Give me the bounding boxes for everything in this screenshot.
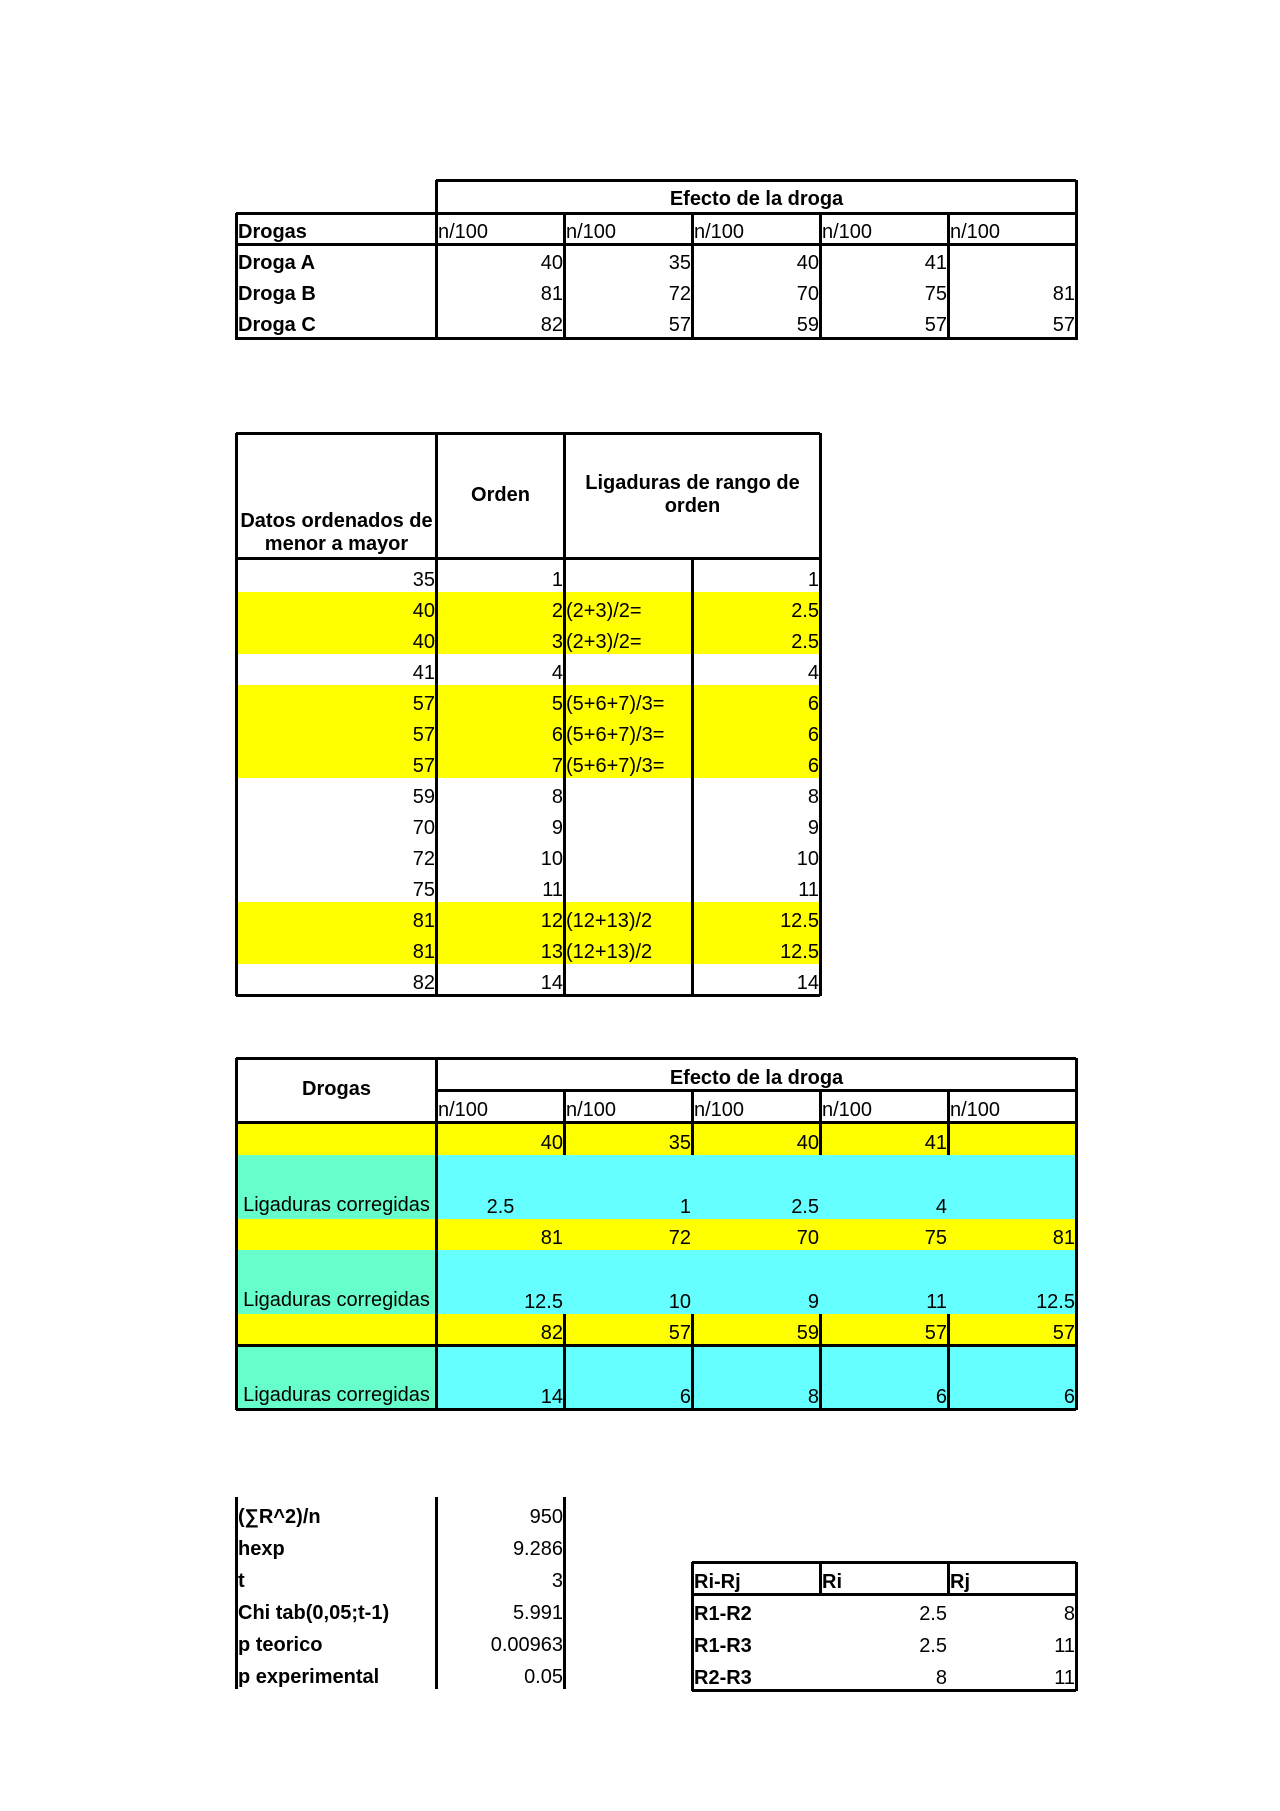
table2-sorted-value: 81 [236,902,436,933]
table2-header-ties: Ligaduras de rango de orden [585,471,800,517]
table3-rank-cell: 2.5 [692,1155,820,1219]
table2-formula [564,561,692,592]
comparisons-pair: R1-R3 [694,1635,752,1657]
table2-formula: (5+6+7)/3= [564,685,692,716]
table3-row-header: Drogas [302,1078,371,1100]
stats-value: 5.991 [512,1602,563,1624]
grid-line [435,1058,438,1410]
grid-line [563,213,566,340]
table3-data-cell [948,1124,1076,1155]
comparisons-rj: 11 [1054,1667,1075,1689]
table1-super-header: Efecto de la droga [669,188,844,210]
table3-rank-cell: 9 [692,1250,820,1314]
table3-super-header: Efecto de la droga [669,1067,844,1089]
grid-line [235,433,238,996]
table1-row-label: Droga B [238,283,316,305]
table3-rank-cell: 1 [564,1155,692,1219]
table3-rank-cell: 12.5 [436,1250,564,1314]
grid-line [1075,1562,1078,1691]
grid-line [819,1314,822,1410]
stats-value: 9.286 [512,1538,563,1560]
table2-order: 4 [551,662,563,684]
stats-value: 950 [529,1506,563,1528]
table2-rank: 2.5 [692,623,820,654]
table1-cell: 41 [924,252,947,274]
grid-line [236,994,820,997]
grid-line [692,1561,1076,1564]
table2-order: 7 [436,747,564,778]
table2-rank: 4 [807,662,819,684]
table3-data-cell: 59 [692,1314,820,1345]
table1-column-header: n/100 [950,221,1001,243]
grid-line [947,213,950,340]
table2-sorted-value: 57 [236,685,436,716]
table3-data-cell: 57 [564,1314,692,1345]
table1-column-header: n/100 [566,221,617,243]
grid-line [236,337,1076,340]
table1-cell: 59 [796,314,819,336]
table3-data-cell: 70 [692,1219,820,1250]
table2-order: 10 [540,848,563,870]
comparisons-ri: 2.5 [919,1603,947,1625]
table2-sorted-value: 70 [412,817,435,839]
table1-cell: 72 [668,283,691,305]
table3-rank-cell: 6 [948,1345,1076,1409]
grid-line [435,433,438,996]
comparisons-pair: R1-R2 [694,1603,752,1625]
stats-value: 0.00963 [490,1634,563,1656]
table2-sorted-value: 57 [236,747,436,778]
table3-data-cell: 41 [820,1124,948,1155]
table1-cell: 81 [540,283,563,305]
table1-column-header: n/100 [822,221,873,243]
grid-line [236,557,820,560]
table2-rank: 2.5 [692,592,820,623]
table3-data-cell: 40 [436,1124,564,1155]
table3-data-label [236,1219,436,1250]
grid-line [1075,1058,1078,1410]
table3-data-cell: 35 [564,1124,692,1155]
table2-order: 2 [436,592,564,623]
table3-rank-cell: 10 [564,1250,692,1314]
table2-header-sorted: Datos ordenados de menor a mayor [240,510,433,555]
table2-sorted-value: 35 [412,569,435,591]
grid-line [691,1314,694,1410]
grid-line [236,1408,1076,1411]
table2-sorted-value: 40 [236,623,436,654]
grid-line [1075,180,1078,340]
table3-rank-label: Ligaduras corregidas [236,1250,436,1314]
table3-rank-cell: 4 [820,1155,948,1219]
comparisons-header: Ri-Rj [694,1571,741,1593]
table1-row-label: Droga A [238,252,316,274]
stats-label: p experimental [238,1666,380,1688]
grid-line [819,433,822,996]
table3-data-cell: 75 [820,1219,948,1250]
table3-column-header: n/100 [694,1099,745,1121]
table1-cell [948,244,1076,275]
grid-line [819,1562,822,1594]
grid-line [691,213,694,340]
table2-rank: 11 [798,879,819,901]
comparisons-rj: 11 [1054,1635,1075,1657]
table2-sorted-value: 81 [236,933,436,964]
table3-column-header: n/100 [438,1099,489,1121]
table2-order: 8 [551,786,563,808]
grid-line [236,1057,1076,1060]
table1-cell: 82 [540,314,563,336]
table2-rank: 6 [692,685,820,716]
table3-rank-cell: 6 [564,1345,692,1409]
table2-rank: 12.5 [692,933,820,964]
table2-sorted-value: 59 [412,786,435,808]
grid-line [947,1314,950,1410]
grid-line [235,1497,238,1689]
table2-formula: (2+3)/2= [564,623,692,654]
grid-line [436,1089,1076,1092]
comparisons-header: Ri [822,1571,842,1593]
table1-cell: 57 [668,314,691,336]
table2-header-order: Orden [471,483,530,506]
table2-sorted-value: 82 [412,972,435,994]
comparisons-rj: 8 [1063,1603,1075,1625]
table2-formula: (12+13)/2 [564,933,692,964]
table2-formula: (5+6+7)/3= [564,716,692,747]
table3-rank-cell: 2.5 [436,1155,564,1219]
stats-label: t [238,1570,245,1592]
table2-order: 14 [540,972,563,994]
grid-line [691,1562,694,1691]
table2-rank: 8 [807,786,819,808]
table2-sorted-value: 57 [236,716,436,747]
table1-cell: 40 [796,252,819,274]
stats-value: 0.05 [524,1666,563,1688]
grid-line [235,1058,238,1410]
table1-cell: 70 [796,283,819,305]
table2-order: 12 [436,902,564,933]
table2-formula [564,778,692,809]
table3-data-label [236,1314,436,1345]
grid-line [236,432,820,435]
table2-formula [564,809,692,840]
table2-formula: (2+3)/2= [564,592,692,623]
table3-data-cell: 57 [948,1314,1076,1345]
grid-line [819,213,822,340]
table2-formula [564,840,692,871]
grid-line [236,1344,1076,1347]
stats-value: 3 [551,1570,563,1592]
table2-formula: (5+6+7)/3= [564,747,692,778]
grid-line [563,433,566,996]
grid-line [692,1689,1076,1692]
stats-label: p teorico [238,1634,323,1656]
table3-rank-cell: 11 [820,1250,948,1314]
table2-rank: 1 [807,569,819,591]
grid-line [947,1090,950,1155]
table3-rank-label: Ligaduras corregidas [236,1155,436,1219]
table2-sorted-value: 72 [412,848,435,870]
table1-column-header: n/100 [694,221,745,243]
table3-data-cell: 81 [948,1219,1076,1250]
table3-rank-label: Ligaduras corregidas [236,1345,436,1409]
table3-data-cell: 81 [436,1219,564,1250]
stats-label: Chi tab(0,05;t-1) [238,1602,390,1624]
grid-line [563,1090,566,1155]
table2-sorted-value: 40 [236,592,436,623]
grid-line [435,180,438,340]
table3-data-cell: 40 [692,1124,820,1155]
table2-order: 13 [436,933,564,964]
table2-sorted-value: 75 [412,879,435,901]
table3-rank-cell: 8 [692,1345,820,1409]
table2-order: 3 [436,623,564,654]
table3-data-label [236,1124,436,1155]
table3-column-header: n/100 [566,1099,617,1121]
table2-rank: 6 [692,716,820,747]
grid-line [563,1314,566,1410]
table1-row-header: Drogas [238,221,307,243]
grid-line [435,1497,438,1689]
grid-line [236,243,1076,246]
comparisons-pair: R2-R3 [694,1667,752,1689]
table2-formula [564,871,692,902]
table3-rank-cell: 12.5 [948,1250,1076,1314]
grid-line [819,1090,822,1155]
table3-data-cell: 72 [564,1219,692,1250]
table2-sorted-value: 41 [412,662,435,684]
table2-formula [564,654,692,685]
table1-row-label: Droga C [238,314,316,336]
table2-order: 6 [436,716,564,747]
comparisons-ri: 2.5 [919,1635,947,1657]
grid-line [436,179,1076,182]
grid-line [235,213,238,340]
table3-column-header: n/100 [822,1099,873,1121]
grid-line [691,558,694,996]
table3-data-cell: 82 [436,1314,564,1345]
table1-cell: 40 [540,252,563,274]
table3-column-header: n/100 [950,1099,1001,1121]
grid-line [236,1121,1076,1124]
grid-line [563,1497,566,1689]
table3-rank-cell: 14 [436,1345,564,1409]
table2-order: 9 [551,817,563,839]
table1-cell: 75 [924,283,947,305]
table2-order: 11 [542,879,563,901]
table1-cell: 57 [1052,314,1075,336]
table2-rank: 10 [796,848,819,870]
table2-rank: 9 [807,817,819,839]
table1-cell: 35 [668,252,691,274]
table2-order: 1 [551,569,563,591]
grid-line [947,1562,950,1594]
table1-column-header: n/100 [438,221,489,243]
table2-rank: 6 [692,747,820,778]
table2-rank: 14 [796,972,819,994]
grid-line [692,1593,1076,1596]
comparisons-header: Rj [950,1571,970,1593]
table2-order: 5 [436,685,564,716]
table2-formula: (12+13)/2 [564,902,692,933]
comparisons-ri: 8 [935,1667,947,1689]
table1-cell: 57 [924,314,947,336]
grid-line [236,212,1076,215]
table3-data-cell: 57 [820,1314,948,1345]
table1-cell: 81 [1052,283,1075,305]
table2-rank: 12.5 [692,902,820,933]
table2-formula [564,964,692,995]
stats-label: hexp [238,1538,285,1560]
stats-label: (∑R^2)/n [238,1506,321,1528]
table3-rank-cell [948,1155,1076,1219]
grid-line [691,1090,694,1155]
table3-rank-cell: 6 [820,1345,948,1409]
